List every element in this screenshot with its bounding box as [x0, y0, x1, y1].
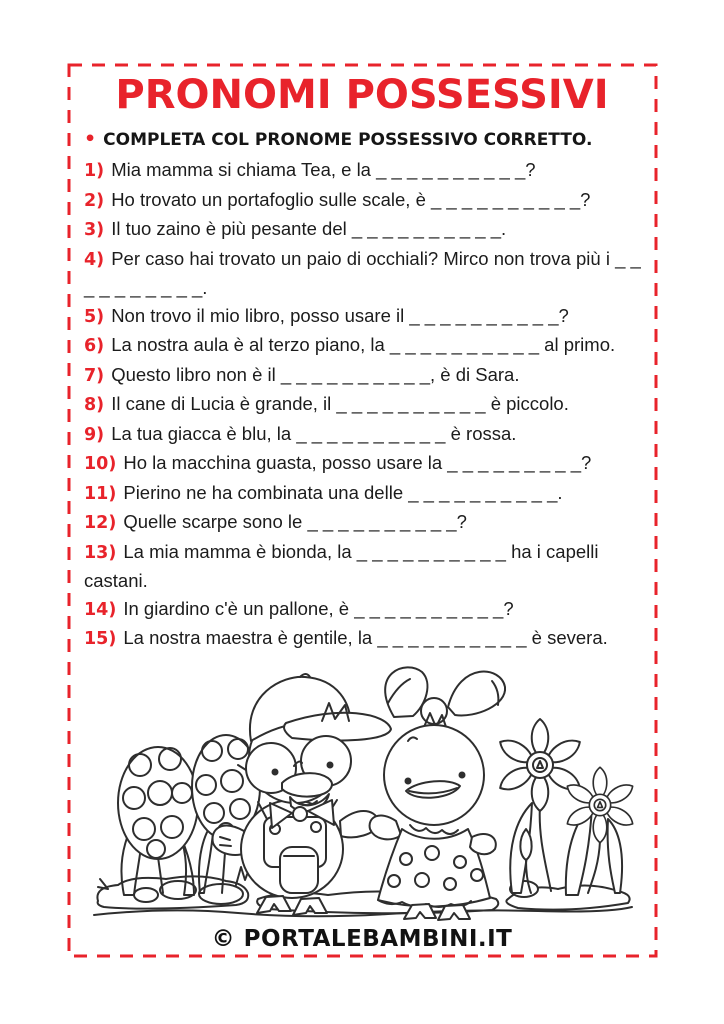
exercise-item-1	[84, 156, 646, 186]
exercise-item-5	[84, 302, 646, 332]
item-number: 15)	[84, 629, 117, 649]
instruction-text: COMPLETA COL PRONOME POSSESSIVO CORRETTO.	[103, 130, 593, 150]
page-title: PRONOMI POSSESSIVI	[115, 72, 609, 118]
item-text: Per caso hai trovato un paio di occhiali? Mirco non trova più i _ _ _ _ _ _ _ _ _ _.	[84, 247, 641, 298]
exercise-item-13	[84, 538, 646, 595]
item-number: 4)	[84, 249, 105, 270]
item-number: 9)	[84, 424, 105, 445]
exercise-item-7	[84, 361, 646, 391]
item-number: 2)	[84, 190, 105, 211]
item-text: Il tuo zaino è più pesante del _ _ _ _ _ _ _ _ _ _.	[111, 218, 507, 239]
exercise-list	[84, 156, 646, 654]
item-number: 14)	[84, 599, 117, 620]
item-text: Non trovo il mio libro, posso usare il _ _ _ _ _ _ _ _ _ _?	[111, 304, 569, 326]
item-number: 1)	[84, 161, 105, 181]
exercise-item-9	[84, 420, 646, 450]
exercise-item-12	[84, 508, 646, 538]
item-number: 7)	[84, 365, 105, 386]
instruction-line	[84, 128, 644, 151]
item-number: 5)	[84, 306, 105, 327]
item-number: 13)	[84, 542, 117, 563]
hyacinth-flowers	[118, 735, 260, 895]
item-text: In giardino c'è un pallone, è _ _ _ _ _ _ _ _ _ _?	[123, 597, 514, 619]
item-text: Mia mamma si chiama Tea, e la _ _ _ _ _ _ _ _ _ _?	[111, 159, 536, 180]
exercise-item-3	[84, 215, 646, 245]
daffodil-flowers	[496, 719, 636, 895]
exercise-item-4	[84, 245, 646, 302]
exercise-item-15	[84, 624, 646, 654]
item-number: 3)	[84, 220, 105, 240]
exercise-item-2	[84, 186, 646, 216]
item-text: Questo libro non è il _ _ _ _ _ _ _ _ _ _, è di Sara.	[111, 363, 520, 385]
item-text: La nostra aula è al terzo piano, la _ _ _ _ _ _ _ _ _ _ al primo.	[111, 334, 616, 355]
girl-duckling	[370, 667, 506, 920]
bullet-icon: •	[84, 128, 97, 150]
item-number: 12)	[84, 513, 117, 533]
item-number: 10)	[84, 454, 117, 474]
item-text: Quelle scarpe sono le _ _ _ _ _ _ _ _ _ _?	[123, 511, 467, 532]
item-text: La mia mamma è bionda, la _ _ _ _ _ _ _ _ _ _ ha i capelli castani.	[84, 540, 599, 591]
exercise-item-10	[84, 449, 646, 479]
item-text: Ho trovato un portafoglio sulle scale, è _ _ _ _ _ _ _ _ _ _?	[111, 188, 591, 210]
ducklings-illustration	[88, 653, 638, 927]
exercise-item-6	[84, 331, 646, 361]
item-text: La tua giacca è blu, la _ _ _ _ _ _ _ _ _ _ è rossa.	[111, 422, 517, 444]
item-number: 11)	[84, 483, 117, 504]
exercise-item-14	[84, 595, 646, 625]
exercise-item-8	[84, 390, 646, 420]
copyright-footer: © PORTALEBAMBINI.IT	[211, 926, 513, 952]
item-text: Il cane di Lucia è grande, il _ _ _ _ _ _ _ _ _ _ è piccolo.	[111, 393, 569, 414]
item-text: La nostra maestra è gentile, la _ _ _ _ _ _ _ _ _ _ è severa.	[123, 627, 608, 648]
item-text: Pierino ne ha combinata una delle _ _ _ _ _ _ _ _ _ _.	[123, 481, 563, 503]
item-number: 6)	[84, 336, 105, 356]
exercise-item-11	[84, 479, 646, 509]
item-text: Ho la macchina guasta, posso usare la _ _ _ _ _ _ _ _ _?	[123, 452, 592, 473]
item-number: 8)	[84, 395, 105, 415]
